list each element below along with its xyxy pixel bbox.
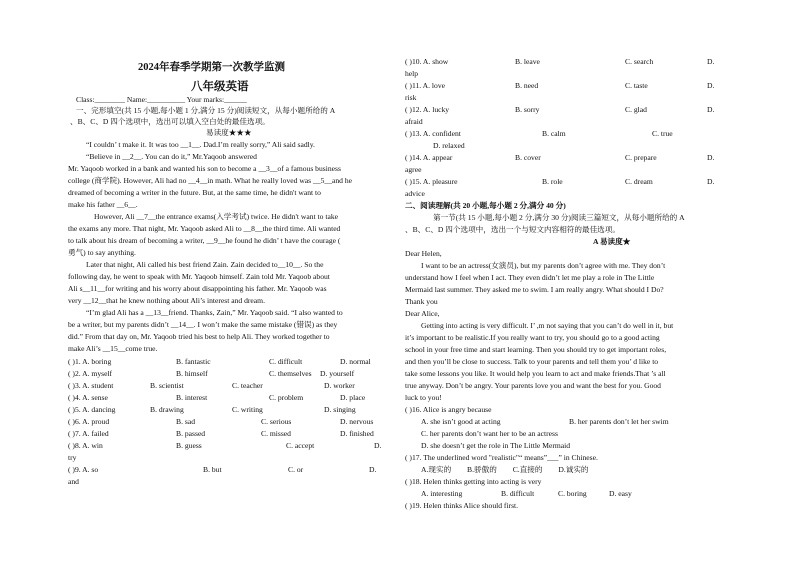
option-d: D. normal <box>340 357 371 366</box>
question-stem: ( )7. A. failed <box>68 429 109 438</box>
question-stem: ( )5. A. dancing <box>68 405 116 414</box>
section1-heading-cont: 、B、C、D 四个选项中，选出可以填入空白处的最佳选项。 <box>70 117 270 126</box>
section2-part1-heading-cont: 、B、C、D 四个选项中，选出一个与短文内容相符的最佳选项。 <box>405 225 620 234</box>
passage-line: Later that night, Ali called his best friend Zain. Zain decided to__10__. So the <box>86 260 324 269</box>
question-stem: ( )10. A. show <box>405 57 449 66</box>
question-stem: ( )12. A. lucky <box>405 105 450 114</box>
passage-line: Dear Alice, <box>405 309 440 318</box>
option-c: C. problem <box>269 393 304 402</box>
option-d: D. <box>707 57 715 66</box>
difficulty-rating: 易读度★★★ <box>206 128 252 137</box>
option-b: B. difficult <box>501 489 535 498</box>
question-options: A.现实的 B.骄傲的 C.直接的 D.诚实的 <box>421 465 589 474</box>
option-c: C. true <box>652 129 673 138</box>
option-b: B. leave <box>515 57 540 66</box>
passage-line: and then you’ll be close to success. Talk to your parents and tell them you’ d like to <box>405 357 659 366</box>
option-b: B. sad <box>176 417 195 426</box>
option-d: D. <box>707 81 715 90</box>
option-d: D. <box>707 177 715 186</box>
passage-line: make Ali’s __15__come true. <box>68 344 158 353</box>
passage-line: “Believe in __2__. You can do it,” Mr.Yaqoob answered <box>86 152 257 161</box>
option-c: C. glad <box>625 105 647 114</box>
grade-subject: 八年级英语 <box>191 81 249 93</box>
passage-line: Ali s__11__for writing and his worry about disappointing his father. Mr. Yaqoob was <box>68 284 327 293</box>
option-d: D. finished <box>340 429 374 438</box>
section2-heading: 二、阅读理解(共 20 小题,每小题 2 分,满分 40 分) <box>405 201 566 210</box>
option-d: D. worker <box>324 381 355 390</box>
passage-line: Thank you <box>405 297 438 306</box>
option-c: C. or <box>288 465 304 474</box>
question-stem: ( )6. A. proud <box>68 417 110 426</box>
option-b: B. passed <box>176 429 206 438</box>
question-stem: ( )4. A. sense <box>68 393 108 402</box>
question-19-stem: ( )19. Helen thinks Alice should first. <box>405 501 519 510</box>
option-b: B. cover <box>515 153 541 162</box>
passage-line: to talk about his dream of becoming a writer, __9__he found he didn’ t have the courage ( <box>68 236 341 245</box>
option-d: D. <box>374 441 382 450</box>
option-d: D. yourself <box>320 369 355 378</box>
passage-line: 勇气) to say anything. <box>68 248 136 257</box>
option-d-wrap: try <box>68 453 77 462</box>
option-d: D. <box>369 465 377 474</box>
option-d-wrap: help <box>405 69 419 78</box>
option-b: B. role <box>542 177 563 186</box>
option-b: B. need <box>515 81 539 90</box>
question-stem: ( )3. A. student <box>68 381 114 390</box>
passage-line: understand how I feel when I act. They even didn’t let me play a role in The Little <box>405 273 655 282</box>
passage-line: true anyway. Don’t be angry. Your parents love you and want the best for you. Good <box>405 381 661 390</box>
option-c: C. missed <box>261 429 291 438</box>
passage-line: However, Ali __7__the entrance exams(入学考试) twice. He didn't want to take <box>94 212 338 221</box>
question-stem: ( )1. A. boring <box>68 357 112 366</box>
passage-line: Mermaid last summer. They asked me to swim. I am really angry. What should I Do? <box>405 285 664 294</box>
option-a: A. she isn’t good at acting <box>421 417 501 426</box>
option-d: D. she doesn’t get the role in The Little Mermaid <box>421 441 571 450</box>
option-c: C. teacher <box>232 381 263 390</box>
option-d: D. singing <box>324 405 356 414</box>
student-info-line: Class:________ Name:__________ Your marks:______ <box>76 95 247 104</box>
passage-line: I want to be an actress(女演员), but my parents don’t agree with me. They don’t <box>421 261 666 270</box>
passage-line: Dear Helen, <box>405 249 442 258</box>
option-b: B. interest <box>176 393 208 402</box>
passage-line: be a writer, but my parents didn’t __14__. I won’t make the same mistake (错误) as they <box>68 320 338 329</box>
passage-line: following day, he went to speak with Mr. Yaqoob himself. Zain told Mr. Yaqoob about <box>68 272 330 281</box>
passage-line: college (商学院). However, Ali had no __4__in math. What he really loved was __5__and he <box>68 176 353 185</box>
passage-line: very __12__that he knew nothing about Ali’s interest and dream. <box>68 296 265 305</box>
passage-line: “I couldn’ t make it. It was too __1__. Dad.I’m really sorry,” Ali said sadly. <box>86 140 315 149</box>
question-stem: ( )8. A. win <box>68 441 103 450</box>
option-c: C. themselves <box>269 369 312 378</box>
option-a: A. interesting <box>421 489 463 498</box>
option-c: C. difficult <box>269 357 303 366</box>
option-c: C. serious <box>261 417 292 426</box>
passage-line: take some lessons you like. It would help you learn to act and make friends.That ’s all <box>405 369 666 378</box>
option-d-wrap: risk <box>405 93 417 102</box>
option-d: D. nervous <box>340 417 374 426</box>
option-c: C. accept <box>286 441 315 450</box>
exam-title: 2024年春季学期第一次教学监测 <box>138 62 285 73</box>
question-stem: ( )16. Alice is angry because <box>405 405 492 414</box>
option-b: B. calm <box>542 129 566 138</box>
option-b: B. fantastic <box>176 357 211 366</box>
question-stem: ( )14. A. appear <box>405 153 453 162</box>
question-stem: ( )13. A. confident <box>405 129 461 138</box>
question-stem: ( )17. The underlined word "realistic"“ means”___” in Chinese. <box>405 453 598 462</box>
option-b: B. guess <box>176 441 202 450</box>
option-b: B. her parents don’t let her swim <box>569 417 669 426</box>
option-d-wrap: D. relaxed <box>433 141 465 150</box>
passage-line: luck to you! <box>405 393 442 402</box>
passage-line: dreamed of becoming a writer in the future. But, at the same time, he didn't want to <box>68 188 321 197</box>
passage-line: the exams any more. That night, Mr. Yaqoob asked Ali to __8__the third time. Ali wanted <box>68 224 341 233</box>
section2-part1-heading: 第一节(共 15 小题,每小题 2 分,满分 30 分)阅读三篇短文，从每小题所给的 A <box>433 213 685 222</box>
option-c: C. dream <box>625 177 653 186</box>
option-b: B. scientist <box>150 381 184 390</box>
option-b: B. drawing <box>150 405 184 414</box>
option-c: C. writing <box>232 405 263 414</box>
option-d-wrap: afraid <box>405 117 423 126</box>
question-stem: ( )18. Helen thinks getting into acting is very <box>405 477 542 486</box>
option-d: D. <box>707 153 715 162</box>
question-stem: ( )2. A. myself <box>68 369 113 378</box>
option-d: D. <box>707 105 715 114</box>
question-stem: ( )15. A. pleasure <box>405 177 458 186</box>
passage-line: make his father __6__. <box>68 200 138 209</box>
passage-line: Getting into acting is very difficult. I’ ,m not saying that you can’t do well in it, but <box>421 321 674 330</box>
option-c: C. search <box>625 57 654 66</box>
passage-line: did.” From that day on, Mr. Yaqoob tried his best to help Ali. They worked together to <box>68 332 330 341</box>
option-b: B. but <box>203 465 222 474</box>
option-d-wrap: and <box>68 477 79 486</box>
option-b: B. sorry <box>515 105 540 114</box>
option-d-wrap: agree <box>405 165 422 174</box>
option-d-wrap: advice <box>405 189 425 198</box>
question-stem: ( )11. A. love <box>405 81 446 90</box>
option-c: C. taste <box>625 81 648 90</box>
passage-line: school in your free time and start learning. Then you should try to get important roles, <box>405 345 667 354</box>
passage-line: it’s important to be realistic.If you really want to try, you should go to a good acting <box>405 333 660 342</box>
passage-a-label: A 易读度★ <box>593 237 631 246</box>
option-b: B. himself <box>176 369 208 378</box>
section1-heading: 一、完形填空(共 15 小题,每小题 1 分,满分 15 分)阅读短文，从每小题所给的 A <box>76 106 336 115</box>
passage-line: “I’m glad Ali has a __13__friend. Thanks, Zain,” Mr. Yaqoob said. “I also wanted to <box>86 308 343 317</box>
option-c: C. prepare <box>625 153 657 162</box>
option-d: D. easy <box>609 489 632 498</box>
option-d: D. place <box>340 393 366 402</box>
option-c: C. her parents don’t want her to be an actress <box>421 429 558 438</box>
option-c: C. boring <box>558 489 587 498</box>
passage-line: Mr. Yaqoob worked in a bank and wanted his son to become a __3__of a famous business <box>68 164 341 173</box>
question-stem: ( )9. A. so <box>68 465 99 474</box>
